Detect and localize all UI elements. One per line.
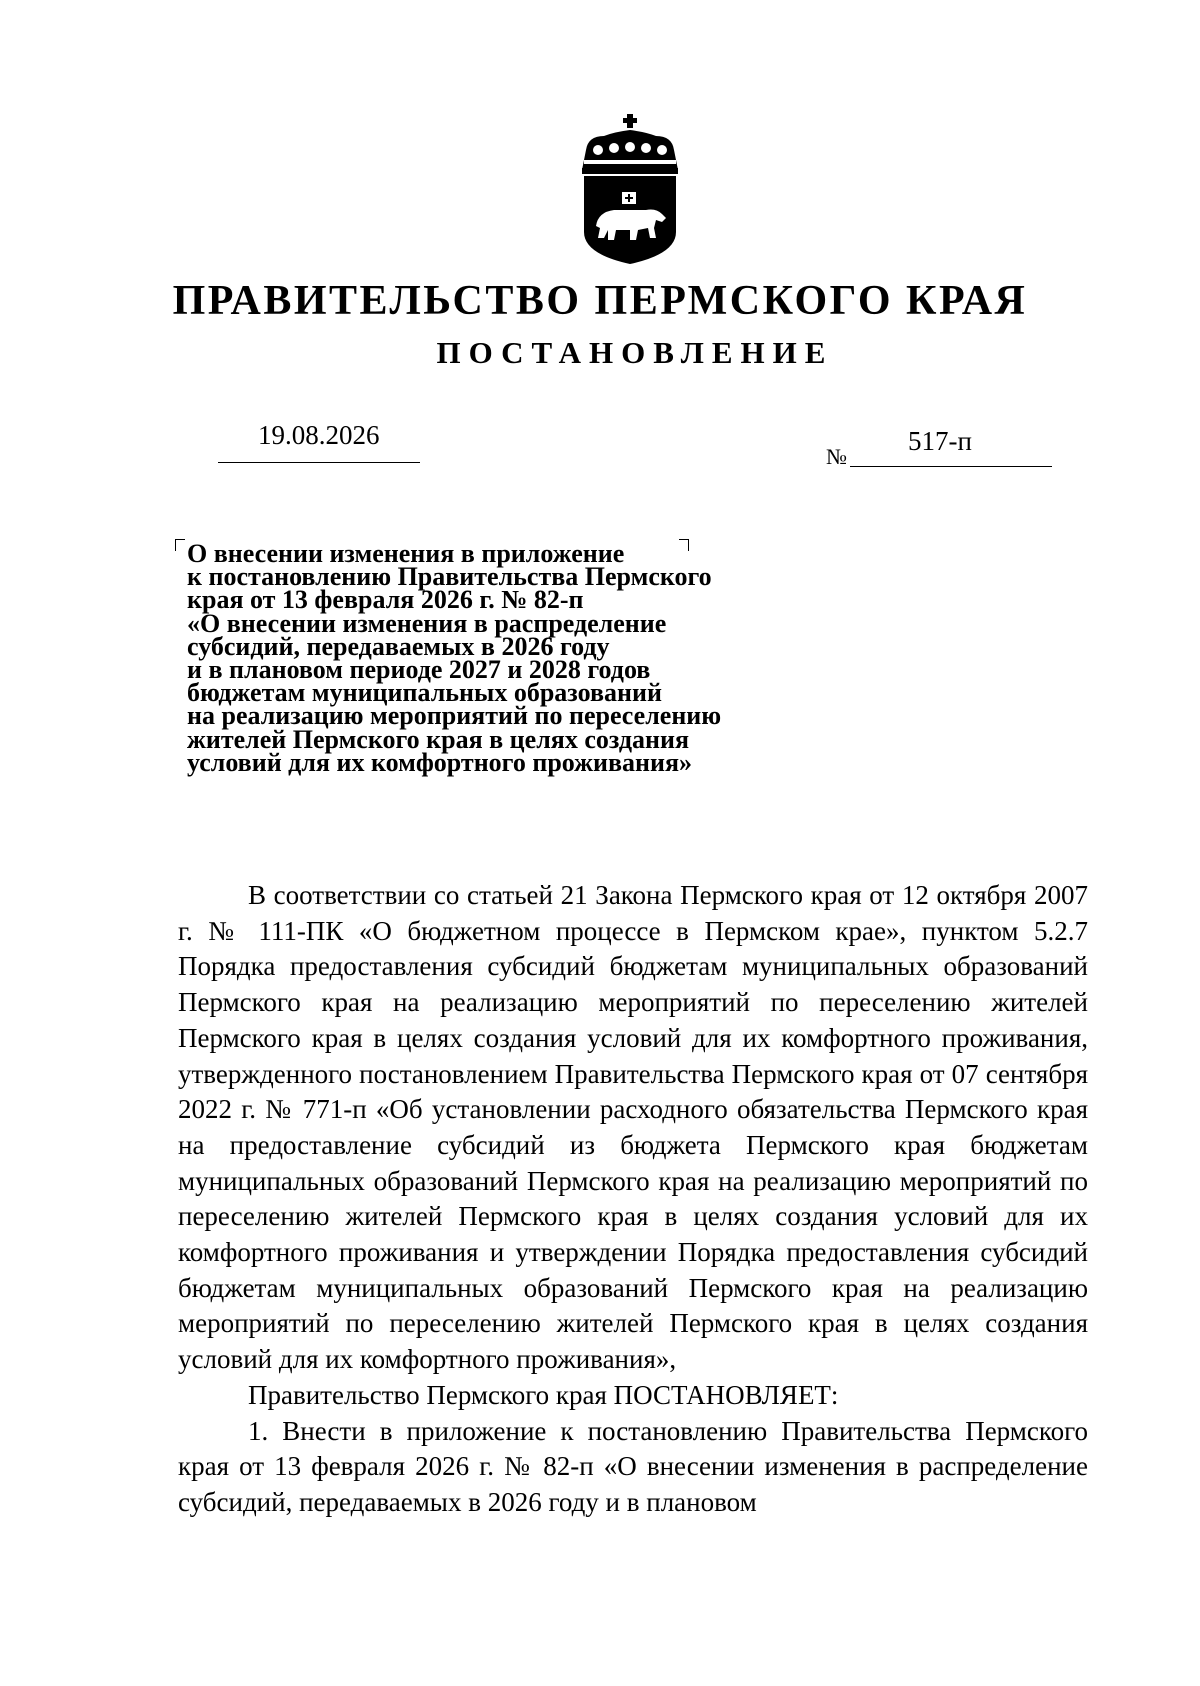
subject-line: условий для их комфортного проживания» <box>187 747 693 777</box>
subject-line: «О внесении изменения в распределение <box>187 608 667 638</box>
subject-line: субсидий, передаваемых в 2026 году <box>187 631 610 661</box>
subject-line: на реализацию мероприятий по переселению <box>187 701 722 731</box>
body-paragraph-resolves: Правительство Пермского края ПОСТАНОВЛЯЕТ: <box>248 1379 839 1410</box>
organization-title: ПРАВИТЕЛЬСТВО ПЕРМСКОГО КРАЯ <box>172 278 1028 324</box>
subject-line: и в плановом периоде 2027 и 2028 годов <box>187 655 651 685</box>
subject-bracket-left <box>175 539 185 551</box>
document-date: 19.08.2026 <box>258 420 380 450</box>
subject-line: к постановлению Правительства Пермского <box>187 562 712 592</box>
document-body <box>178 878 1088 1521</box>
subject-line: бюджетам муниципальных образований <box>187 678 662 708</box>
body-paragraph-preamble: В соответствии со статьей 21 Закона Пермского края от 12 октября 2007 г. № 111-ПК «О бюджетном процессе в Пермском крае», пунктом 5.2.7 Порядка предоставления субсидий бюджетам муниципальных образований Пермского края на реализацию мероприятий по переселению жителей Пермского края в целях создания условий для их комфортного проживания, утвержденного постановлением Правительства Пермского края от 07 сентября 2022 г. № 771-п «Об установлении расходного обязательства Пермского края на предоставление субсидий из бюджета Пермского края бюджетам муниципальных образований Пермского края на реализацию мероприятий по переселению жителей Пермского края в целях создания условий для их комфортного проживания и утверждении Порядка предоставления субсидий бюджетам муниципальных образований Пермского края на реализацию мероприятий по переселению жителей Пермского края в целях создания условий для их комфортного проживания», <box>178 880 1088 1375</box>
body-paragraph-item-1: 1. Внести в приложение к постановлению Правительства Пермского края от 13 февраля 2026 г. № 82-п «О внесении изменения в распределение субсидий, передаваемых в 2026 году и в плановом <box>178 1415 1088 1517</box>
subject-line: жителей Пермского края в целях создания <box>187 724 690 754</box>
number-label: № <box>826 444 847 469</box>
document-subject <box>187 539 787 777</box>
subject-line: края от 13 февраля 2026 г. № 82-п <box>187 585 584 615</box>
number-underline <box>850 466 1052 467</box>
document-type: ПОСТАНОВЛЕНИЕ <box>436 335 834 370</box>
perm-krai-coat-of-arms-icon <box>568 114 692 264</box>
date-underline <box>218 462 420 463</box>
subject-line: О внесении изменения в приложение <box>187 539 625 568</box>
document-number: 517-п <box>908 426 972 456</box>
